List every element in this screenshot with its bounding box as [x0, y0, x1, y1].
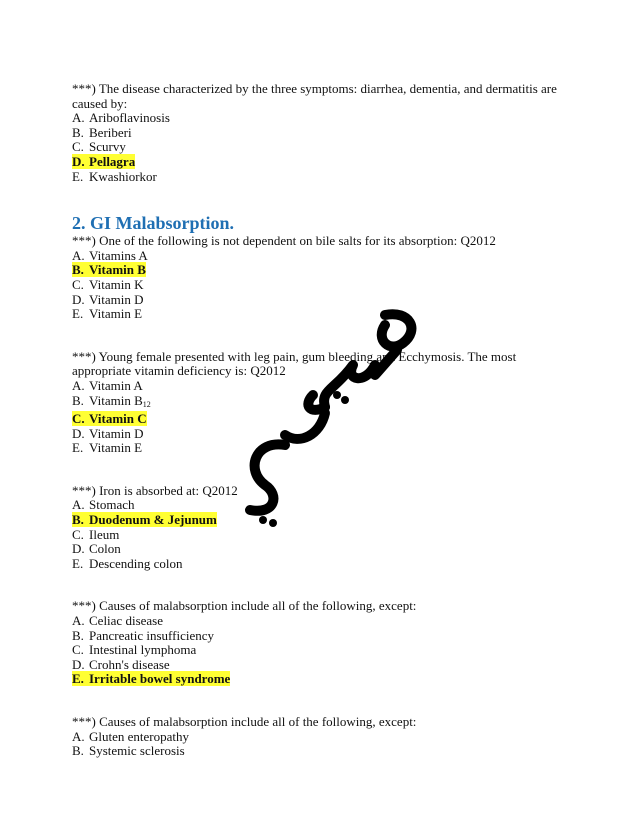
option-e — [72, 170, 572, 185]
section-title-text: GI Malabsorption. — [90, 213, 235, 234]
option-b — [72, 126, 572, 141]
option-letter: B. — [72, 627, 84, 643]
answer-highlight — [72, 671, 230, 686]
option-text: Ileum — [89, 526, 120, 542]
option-letter: E. — [72, 671, 84, 687]
section-number: 2. — [72, 213, 86, 234]
option-text: Systemic sclerosis — [89, 743, 185, 759]
option-text: Vitamin B — [89, 262, 146, 278]
option-text: Irritable bowel syndrome — [89, 671, 231, 687]
question-text: ***) Young female presented with leg pain, gum bleeding and Ecchymosis. The most appropriate vitamin deficiency is: Q2012 — [72, 348, 517, 379]
option-b — [72, 394, 572, 413]
option-letter: C. — [72, 139, 84, 155]
option-text: Stomach — [89, 497, 135, 513]
answer-highlight — [72, 154, 135, 169]
option-text: Crohn's disease — [89, 656, 170, 672]
option-b — [72, 629, 572, 644]
option-text: Vitamin A — [89, 377, 143, 393]
option-c — [72, 278, 572, 293]
option-letter: E. — [72, 168, 84, 184]
option-text: Vitamin E — [89, 306, 143, 322]
option-b-correct — [72, 513, 572, 528]
question-block-1 — [72, 82, 572, 184]
option-text: Ariboflavinosis — [89, 110, 170, 126]
option-a — [72, 111, 572, 126]
option-letter: B. — [72, 262, 84, 278]
option-e — [72, 307, 572, 322]
option-letter: C. — [72, 526, 84, 542]
option-text: Vitamin K — [89, 276, 144, 292]
question-block-6 — [72, 715, 572, 759]
option-b — [72, 744, 572, 759]
document-content — [72, 82, 572, 759]
option-text: Kwashiorkor — [89, 168, 157, 184]
option-letter: A. — [72, 728, 85, 744]
answer-highlight — [72, 262, 146, 277]
option-letter: E. — [72, 440, 84, 456]
option-c — [72, 528, 572, 543]
option-subscript: 12 — [142, 399, 151, 409]
option-a — [72, 614, 572, 629]
option-text: Pellagra — [89, 153, 136, 169]
option-letter: A. — [72, 613, 85, 629]
option-d — [72, 427, 572, 442]
question-block-2 — [72, 234, 572, 322]
question-text: ***) Causes of malabsorption include all of the following, except: — [72, 714, 417, 729]
option-text: Descending colon — [89, 555, 183, 571]
option-letter: B. — [72, 124, 84, 140]
option-e — [72, 441, 572, 456]
option-text: Vitamin D — [89, 425, 144, 441]
option-letter: D. — [72, 153, 85, 169]
option-text: Vitamin C — [89, 411, 147, 427]
option-text: Gluten enteropathy — [89, 728, 189, 744]
option-a — [72, 498, 572, 513]
option-text: Scurvy — [89, 139, 126, 155]
spacer — [72, 456, 572, 484]
option-a — [72, 730, 572, 745]
option-letter: E. — [72, 306, 84, 322]
option-letter: A. — [72, 110, 85, 126]
option-letter: C. — [72, 411, 85, 427]
question-text: ***) Iron is absorbed at: Q2012 — [72, 482, 238, 498]
question-block-3 — [72, 350, 572, 456]
question-block-4 — [72, 484, 572, 572]
option-d — [72, 542, 572, 557]
answer-highlight — [72, 512, 217, 527]
question-block-5 — [72, 599, 572, 687]
option-d — [72, 293, 572, 308]
option-letter: C. — [72, 276, 84, 292]
option-letter: A. — [72, 247, 85, 263]
option-letter: B. — [72, 392, 84, 408]
option-a — [72, 379, 572, 394]
option-letter: D. — [72, 425, 85, 441]
option-letter: D. — [72, 541, 85, 557]
option-letter: B. — [72, 743, 84, 759]
spacer — [72, 571, 572, 599]
option-e-correct — [72, 672, 572, 687]
option-c — [72, 643, 572, 658]
option-text: Vitamin E — [89, 440, 143, 456]
option-c — [72, 140, 572, 155]
question-text: ***) Causes of malabsorption include all of the following, except: — [72, 598, 417, 614]
option-text: Colon — [89, 541, 121, 557]
option-letter: A. — [72, 377, 85, 393]
spacer — [72, 322, 572, 350]
spacer — [72, 687, 572, 715]
option-letter: E. — [72, 555, 84, 571]
option-text: Pancreatic insufficiency — [89, 627, 215, 643]
option-text: Duodenum & Jejunum — [89, 512, 217, 528]
option-text: Celiac disease — [89, 613, 163, 629]
question-text: ***) The disease characterized by the three symptoms: diarrhea, dementia, and dermatitis are caused by: — [72, 81, 557, 111]
option-text: Vitamin B — [89, 392, 143, 408]
option-letter: D. — [72, 656, 85, 672]
option-text: Vitamin D — [89, 291, 144, 307]
option-letter: A. — [72, 497, 85, 513]
option-e — [72, 557, 572, 572]
option-d — [72, 658, 572, 673]
option-letter: D. — [72, 291, 85, 307]
section-heading — [72, 212, 572, 234]
option-d-correct — [72, 155, 572, 170]
question-text: ***) One of the following is not dependent on bile salts for its absorption: Q2012 — [72, 233, 496, 249]
option-text: Beriberi — [89, 124, 132, 140]
option-b-correct — [72, 263, 572, 278]
option-text: Vitamins A — [89, 247, 148, 263]
answer-highlight — [72, 411, 147, 426]
option-a — [72, 249, 572, 264]
option-text: Intestinal lymphoma — [89, 642, 197, 658]
option-c-correct — [72, 412, 572, 427]
option-letter: B. — [72, 512, 84, 528]
spacer — [72, 184, 572, 212]
option-letter: C. — [72, 642, 84, 658]
